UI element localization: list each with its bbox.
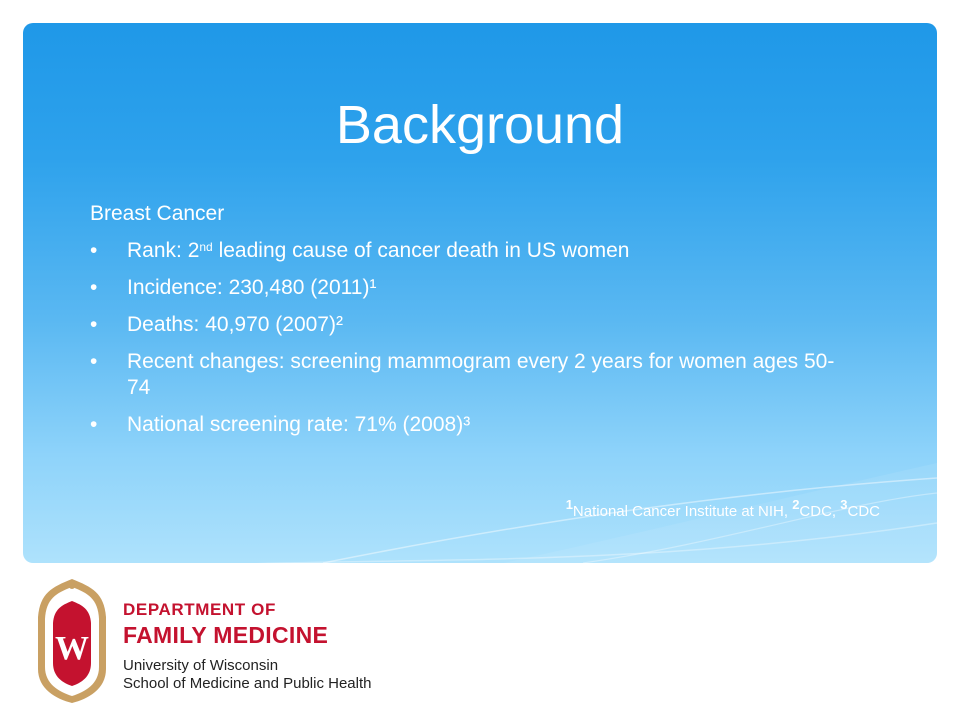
bullet-rank: • Rank: 2nd leading cause of cancer death in US women <box>90 239 630 262</box>
bullet-incidence: • Incidence: 230,480 (2011)¹ <box>90 276 377 299</box>
bullet-icon: • <box>90 413 98 436</box>
bullet-icon: • <box>90 350 98 373</box>
crest-letter: W <box>55 630 89 667</box>
slide-title: Background <box>335 95 625 155</box>
bullet-icon: • <box>90 239 98 262</box>
department-name: DEPARTMENT OF FAMILY MEDICINE <box>123 600 329 648</box>
bullet-icon: • <box>90 276 98 299</box>
bullet-screening-rate: • National screening rate: 71% (2008)³ <box>90 413 471 436</box>
slide-content <box>90 200 850 449</box>
uw-crest-icon <box>32 577 112 705</box>
bullet-list <box>90 238 850 438</box>
bullet-recent-changes: • Recent changes: screening mammogram every 2 years for women ages 50-74 <box>90 350 835 399</box>
section-heading: Breast Cancer <box>90 202 225 225</box>
bullet-icon: • <box>90 313 98 336</box>
university-name: University of Wisconsin School of Medicine and Public Health <box>123 657 372 692</box>
bullet-deaths: • Deaths: 40,970 (2007)² <box>90 313 343 336</box>
references: 1National Cancer Institute at NIH, 2CDC, 3CDC <box>565 497 880 520</box>
